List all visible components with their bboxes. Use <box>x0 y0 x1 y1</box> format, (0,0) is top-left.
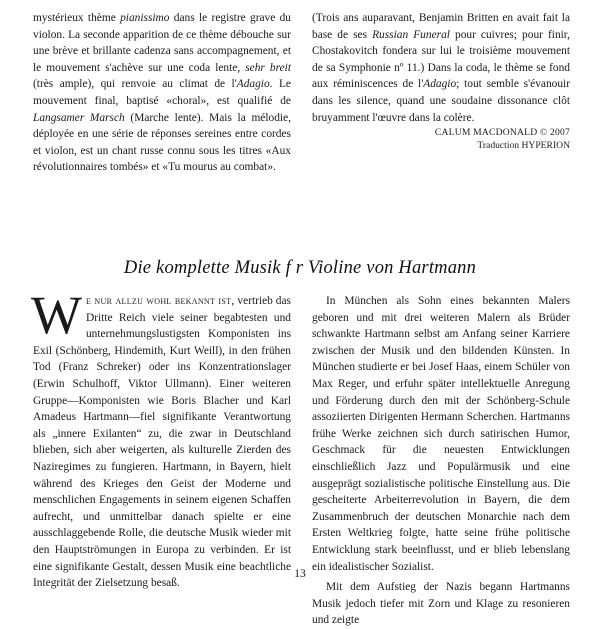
german-paragraph-nazi-era: Mit dem Aufstieg der Nazis begann Hartmanns Musik jedoch tiefer mit Zorn und Klage zu resonieren und zeigte <box>312 581 570 627</box>
german-paragraph-biography: In München als Sohn eines bekannten Malers geboren und mit drei weiteren Malern als Brüder schwankte Hartmann selbst am Anfang seiner Karriere zwischen der Musik und den bildenden Künsten. In München studierte er bei Josef Haas, einem Schüler von Max Reger, und erfuhr später intellektuelle Anregung und Förderung durch den mit der Schönberg-Schule assoziierten Dirigenten Hermann Scherchen. Hartmanns frühe Werke zeichnen sich durch satirischen Humor, Geschmack für die neuesten Entwicklungen einschließlich Jazz und Populärmusik und eine ausgeprägt sozialistische politische Einstellung aus. Die gescheiterte Arbeiterrevolution in Bayern, die dem Zusammenbruch der deutschen Monarchie nach dem Ersten Weltkrieg folgte, hatte seine frühe politische Entwicklung stark beeinflusst, und er blieb lebenslang ein idealistischer Sozialist. <box>312 295 570 573</box>
term-langsamer-marsch: Langsamer Marsch <box>33 111 125 124</box>
french-text-column-right <box>312 10 570 152</box>
credit-translation: Traduction HYPERION <box>477 140 570 152</box>
term-adagio: Adagio <box>236 78 270 91</box>
author-credit <box>312 126 570 152</box>
german-opening-paragraph: We nur allzu wohl bekannt ist, vertrieb das Dritte Reich viele seiner begabtesten und unternehmungslustigsten Komponisten ins Exil (Schönberg, Hindemith, Kurt Weill), in den frühen Tod (Franz Schreker) oder ins Konzentrationslager (Erwin Schulhoff, Viktor Ullmann). Einer weiteren Gruppe—Komponisten wie Boris Blacher und Karl Amadeus Hartmann—fiel signifikante Verantwortung als „innere Exilanten“ zu, die zwar in Deutschland blieben, sich aber weigerten, als kulturelle Zierden des Naziregimes zu fungieren. Hartmann, in Bayern, hielt während des Krieges den Geist der Moderne und menschlichen Engagements in seinem eigenen Schaffen aufrecht, und unmittelbar danach spielte er eine ausschlaggebende Rolle, die deutsche Musik wieder mit den Hauptströmungen in Europa zu verbinden. Er ist eine signifikante Gestalt, dessen Musik eine beachtliche Integrität der Zielsetzung besaß. <box>31 285 291 590</box>
french-text-column-left <box>33 10 291 176</box>
lead-in-small-caps: e nur allzu wohl bekannt ist, <box>85 295 235 307</box>
drop-cap: W <box>31 285 82 345</box>
page-number: 13 <box>294 568 306 580</box>
term-sehr-breit: sehr breit <box>245 61 291 74</box>
credit-author: CALUM MACDONALD © 2007 <box>434 127 570 139</box>
term-pianissimo: pianissimo <box>120 12 170 24</box>
section-title: Die komplette Musik f r Violine von Hartmann <box>123 258 477 278</box>
term-adagio-2: Adagio <box>423 78 457 91</box>
french-paragraph-closing: (Trois ans auparavant, Benjamin Britten en avait fait la base de ses Russian Funeral pour cuivres; pour finir, Chostakovitch fondera sur lui le troisième mouvement de sa Symphonie nº 11.) Dans la coda, le thème se fond aux réminiscences de l'Adagio; tout semble s'évanouir dans les silence, quand une soudaine dissonance clôt bruyamment l'œuvre dans la colère. <box>312 12 570 124</box>
german-text-column-left <box>31 285 291 592</box>
french-paragraph-continued: mystérieux thème pianissimo dans le registre grave du violon. La seconde apparition de ce thème débouche sur une brève et brillante cadenza sans accompagnement, et le mouvement s'achève sur une coda lente, sehr breit (très ample), qui renvoie au climat de l'Adagio. Le mouvement final, baptisé «choral», est qualifié de Langsamer Marsch (Marche lente). Mais la mélodie, déployée en une série de réponses sereines entre cordes et violon, est un chant russe connu sous les titres «Aux révolutionnaires tombés» et «Tu mourus au combat». <box>33 12 292 174</box>
term-russian-funeral: Russian Funeral <box>372 28 450 41</box>
